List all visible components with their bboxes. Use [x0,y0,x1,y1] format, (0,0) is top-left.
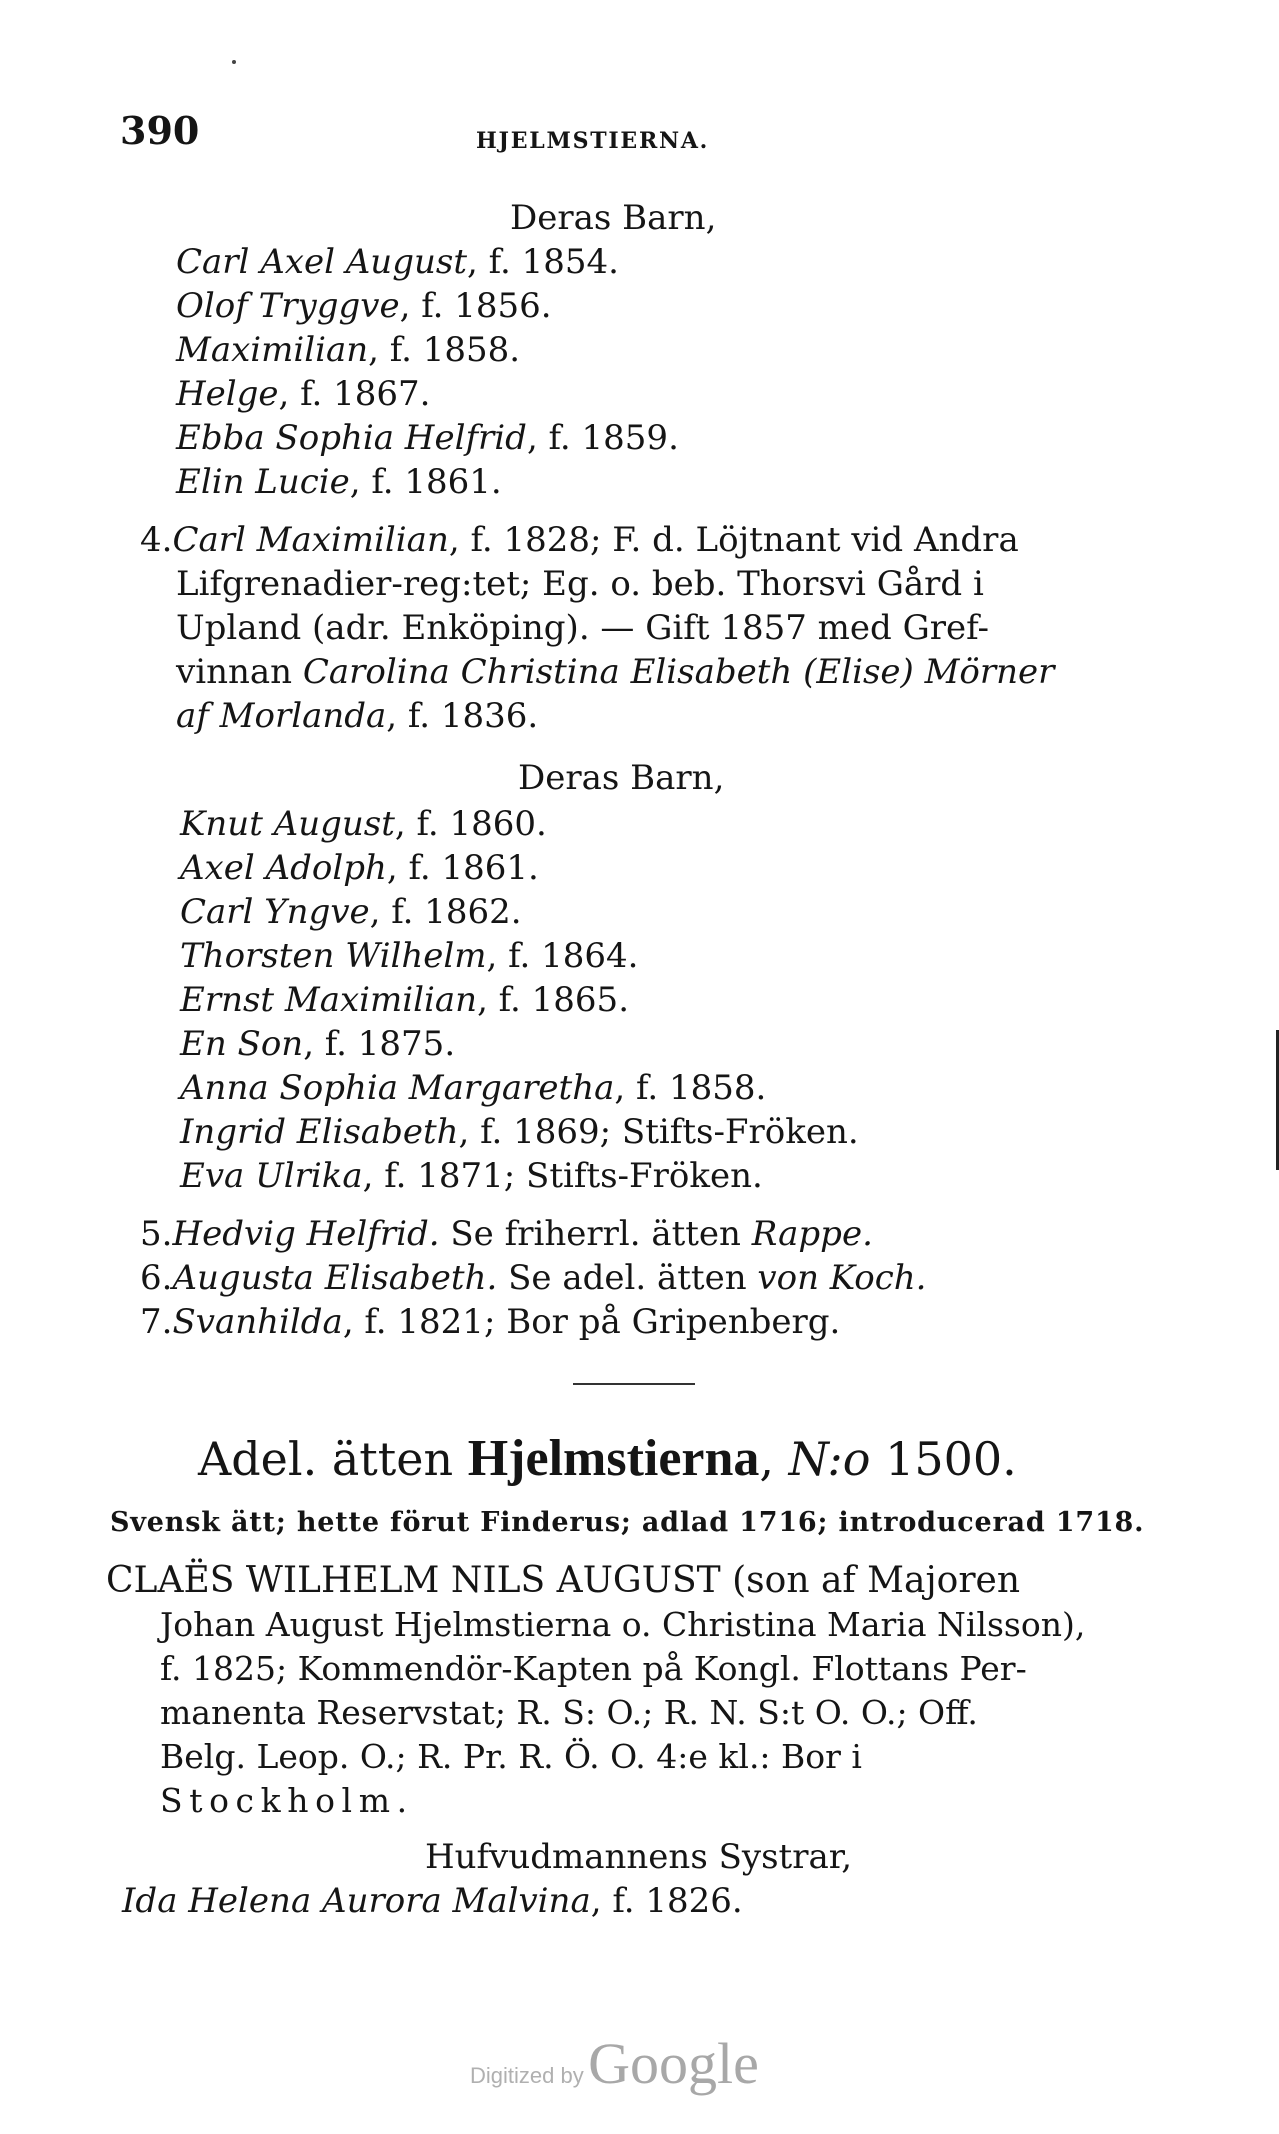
entry-name: Hedvig Helfrid. [172,1214,440,1254]
head-line-4: manenta Reservstat; R. S: O.; R. N. S:t O. O.; Off. [160,1693,978,1732]
child-name: Anna Sophia Margaretha [180,1068,615,1108]
child-birth: , f. 1854. [466,242,619,282]
entry-name: Augusta Elisabeth. [172,1258,498,1298]
family-number: 1500. [870,1432,1017,1486]
number-label: N:o [788,1432,871,1486]
child-line [180,847,539,889]
child-name: En Son [180,1024,304,1064]
children-heading: Deras Barn, [518,758,725,798]
head-line-1: CLAËS WILHELM NILS AUGUST (son af Majoren [106,1560,1021,1601]
child-line [180,891,522,933]
child-birth: , f. 1862. [369,892,522,932]
child-birth: , f. 1856. [399,286,552,326]
section-divider [573,1383,695,1385]
child-name: Ebba Sophia Helfrid [176,418,527,458]
child-birth: , f. 1875. [303,1024,456,1064]
child-birth: , f. 1858. [614,1068,767,1108]
child-birth: , f. 1871; Stifts-Fröken. [362,1156,763,1196]
sisters-heading: Hufvudmannens Systrar, [425,1837,853,1877]
child-name: Eva Ulrika [180,1156,363,1196]
child-name: Carl Axel August [176,242,467,282]
child-line [180,1067,766,1109]
child-name: Carl Yngve [180,892,370,932]
child-line [176,417,679,459]
child-line [180,1023,455,1065]
entry-7: 7.Svanhilda, f. 1821; Bor på Gripenberg. [140,1302,841,1342]
entry-5: 5.Hedvig Helfrid. Se friherrl. ätten Rappe. [140,1214,873,1254]
entry-number: 5. [140,1214,173,1254]
page-number: 390 [120,108,200,153]
entry-name: Carl Maximilian [172,520,449,560]
child-birth: , f. 1861. [386,848,539,888]
entry-ref: von Koch. [757,1258,927,1298]
entry-6: 6.Augusta Elisabeth. Se adel. ätten von Koch. [140,1258,927,1298]
digitized-watermark [470,2030,759,2097]
child-line [176,285,552,327]
running-head: HJELMSTIERNA. [476,128,710,154]
child-birth: , f. 1869; Stifts-Fröken. [458,1112,859,1152]
child-birth: , f. 1860. [394,804,547,844]
digitized-label: Digitized by [470,2063,584,2088]
sister-birth: , f. 1826. [590,1881,743,1921]
child-name: Ernst Maximilian [180,980,478,1020]
entry-4-line-2: Lifgrenadier-reg:tet; Eg. o. beb. Thorsvi Gård i [176,564,984,604]
family-name: Hjelmstierna [467,1430,760,1487]
entry-ref: Rappe. [751,1214,873,1254]
child-name: Thorsten Wilhelm [180,936,487,976]
entry-4-line-1: 4.Carl Maximilian, f. 1828; F. d. Löjtnant vid Andra [140,520,1019,560]
entry-4-line-5: af Morlanda, f. 1836. [176,696,539,736]
child-line [176,241,619,283]
head-line-5: Belg. Leop. O.; R. Pr. R. Ö. O. 4:e kl.: Bor i [160,1737,862,1776]
head-line-2: Johan August Hjelmstierna o. Christina Maria Nilsson), [160,1605,1086,1644]
sister-line [122,1880,743,1922]
child-line [180,1155,763,1197]
child-birth: , f. 1861. [349,462,502,502]
child-line [176,373,430,415]
entry-4-line-3: Upland (adr. Enköping). — Gift 1857 med Gref- [176,608,989,648]
child-line [180,935,638,977]
head-line-6: Stockholm. [160,1781,414,1820]
child-name: Knut August [180,804,395,844]
entry-4-line-4: vinnan Carolina Christina Elisabeth (Elise) Mörner [176,652,1055,692]
child-line [180,803,547,845]
google-logo: Google [588,2031,759,2096]
entry-name: Svanhilda [172,1302,343,1342]
child-line [176,329,520,371]
child-birth: , f. 1865. [477,980,629,1020]
child-name: Helge [176,374,279,414]
head-line-3: f. 1825; Kommendör-Kapten på Kongl. Flottans Per- [160,1649,1027,1688]
family-title: Adel. ätten Hjelmstierna, N:o 1500. [198,1430,1017,1487]
child-name: Axel Adolph [180,848,387,888]
speck-mark [232,60,236,64]
spouse-name: Carolina Christina Elisabeth (Elise) Mörner [302,652,1055,692]
sister-name: Ida Helena Aurora Malvina [122,1881,591,1921]
child-name: Maximilian [176,330,369,370]
entry-number: 6. [140,1258,173,1298]
child-name: Elin Lucie [176,462,350,502]
child-birth: , f. 1859. [526,418,679,458]
child-line [180,979,629,1021]
child-line [176,461,502,503]
family-subtitle: Svensk ätt; hette förut Finderus; adlad 1716; introducerad 1718. [110,1507,1145,1538]
child-name: Olof Tryggve [176,286,400,326]
children-heading: Deras Barn, [510,198,717,238]
child-birth: , f. 1864. [486,936,639,976]
entry-number: 4. [140,520,173,560]
child-line [180,1111,859,1153]
entry-number: 7. [140,1302,173,1342]
child-birth: , f. 1867. [278,374,431,414]
child-name: Ingrid Elisabeth [180,1112,459,1152]
child-birth: , f. 1858. [368,330,521,370]
